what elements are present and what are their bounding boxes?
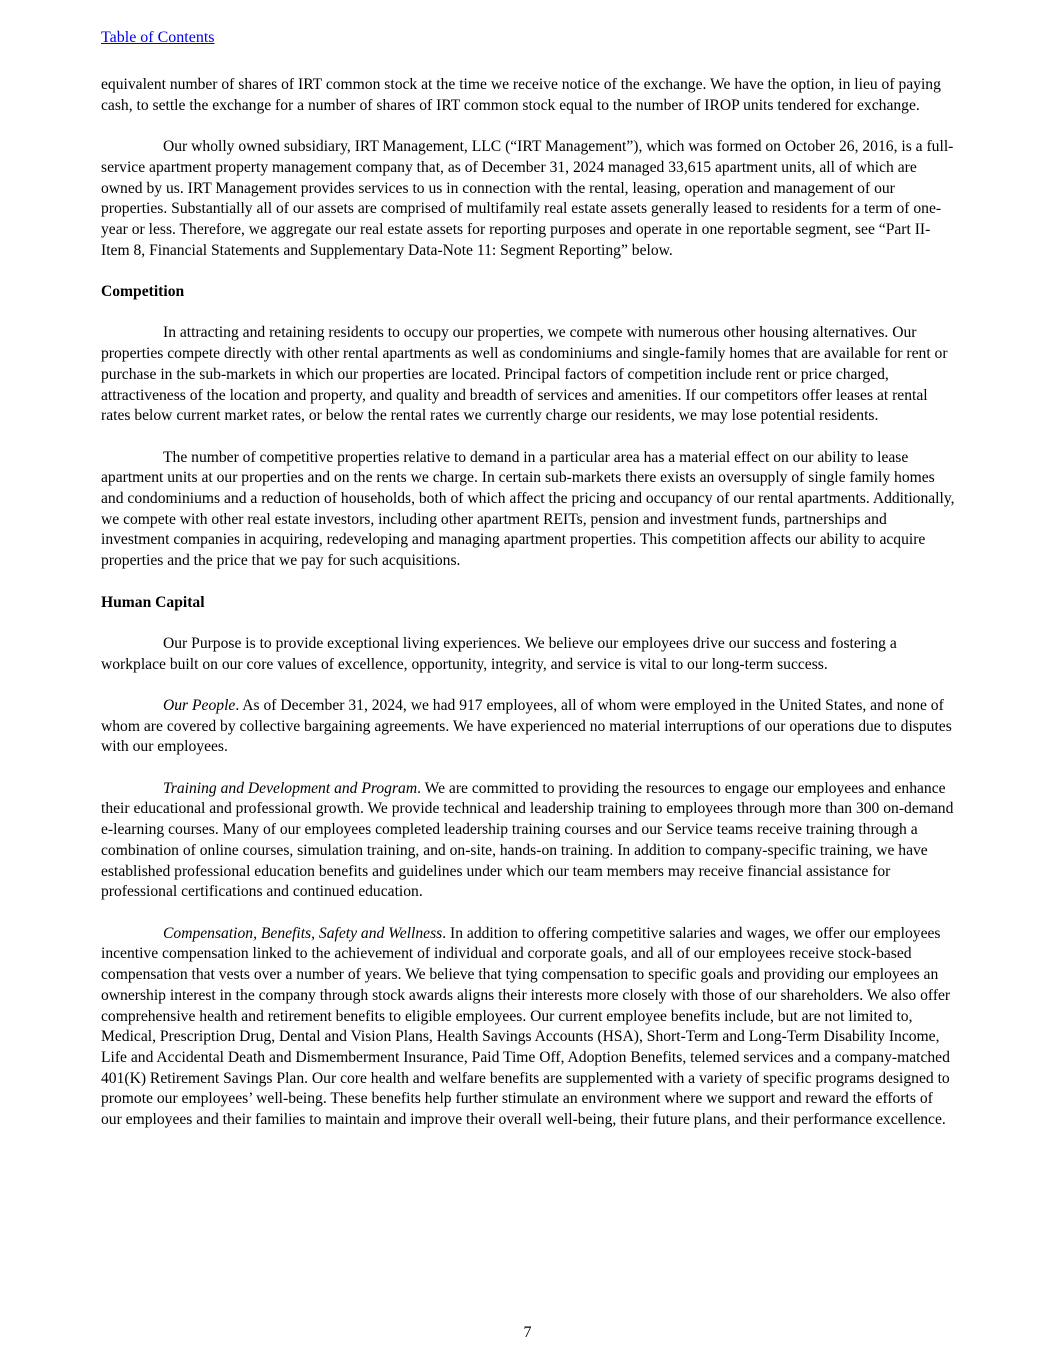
competition-heading: Competition [101, 283, 185, 300]
compensation-text: . In addition to offering competitive salaries and wages, we offer our employees incentive compensation linked to the achievement of individual and corporate goals, and all of our employees receive stock-based compensation that vests over a number of years. We believe that tying compensation to specific goals and providing our employees an ownership interest in the company through stock awards aligns their interests more closely with those of our shareholders. We also offer comprehensive health and retirement benefits to eligible employees. Our current employee benefits include, but are not limited to, Medical, Prescription Drug, Dental and Vision Plans, Health Savings Accounts (HSA), Short-Term and Long-Term Disability Income, Life and Accidental Death and Dismemberment Insurance, Paid Time Off, Adoption Benefits, telemed services and a company-matched 401(K) Retirement Savings Plan. Our core health and welfare benefits are supplemented with a variety of specific programs designed to promote our employees’ well-being. These benefits help further stimulate an environment where we support and reward the efforts of our employees and their families to maintain and improve their overall well-being, their future plans, and their performance excellence. [101, 924, 951, 1129]
table-of-contents-link[interactable]: Table of Contents [101, 29, 215, 46]
paragraph-competition-1: In attracting and retaining residents to occupy our properties, we compete with numerous other housing alternatives. Our properties compete directly with other rental apartments as well as condominiums and single-family homes that are available for rent or purchase in the sub-markets in which our properties are located. Principal factors of competition include rent or price charged, attractiveness of the location and property, and quality and breadth of services and amenities. If our competitors offer leases at rental rates below current market rates, or below the rental rates we currently charge our residents, we may lose potential residents. [101, 324, 948, 425]
paragraph-irt-management: Our wholly owned subsidiary, IRT Management, LLC (“IRT Management”), which was formed on October 26, 2016, is a full-service apartment property management company that, as of December 31, 2024 managed 33,615 apartment units, all of which are owned by us. IRT Management provides services to us in connection with the rental, leasing, operation and management of our properties. Substantially all of our assets are comprised of multifamily real estate assets generally leased to residents for a term of one-year or less. Therefore, we aggregate our real estate assets for reporting purposes and operate in one reportable segment, see “Part II-Item 8, Financial Statements and Supplementary Data-Note 11: Segment Reporting” below. [101, 138, 954, 259]
training-subheading: Training and Development and Program [163, 779, 418, 797]
our-people-text: . As of December 31, 2024, we had 917 employees, all of whom were employed in the United States, and none of whom are covered by collective bargaining agreements. We have experienced no material interruptions of our operations due to disputes with our employees. [101, 696, 952, 756]
paragraph-training [101, 779, 955, 903]
our-people-subheading: Our People [163, 696, 236, 714]
human-capital-heading: Human Capital [101, 593, 205, 611]
paragraph-competition-2: The number of competitive properties relative to demand in a particular area has a material effect on our ability to lease apartment units at our properties and on the rents we charge. In certain sub-markets there exists an oversupply of single family homes and condominiums and a reduction of households, both of which affect the pricing and occupancy of our rental apartments. Additionally, we compete with other real estate investors, including other apartment REITs, pension and investment funds, partnerships and investment companies in acquiring, redeveloping and managing apartment properties. This competition affects our ability to acquire properties and the price that we pay for such acquisitions. [101, 448, 955, 570]
compensation-subheading: Compensation, Benefits, Safety and Wellness [163, 924, 443, 942]
paragraph-compensation [101, 924, 955, 1131]
paragraph-exchange-continuation: equivalent number of shares of IRT common stock at the time we receive notice of the exchange. We have the option, in lieu of paying cash, to settle the exchange for a number of shares of IRT common stock equal to the number of IROP units tendered for exchange. [101, 76, 941, 114]
document-body [101, 75, 955, 1151]
paragraph-purpose: Our Purpose is to provide exceptional living experiences. We believe our employees drive our success and fostering a workplace built on our core values of excellence, opportunity, integrity, and service is vital to our long-term success. [101, 634, 897, 673]
training-text: . We are committed to providing the resources to engage our employees and enhance their educational and professional growth. We provide technical and leadership training to employees through more than 300 on-demand e-learning courses. Many of our employees completed leadership training courses and our Service teams receive training through a combination of online courses, simulation training, and on-site, hands-on training. In addition to company-specific training, we have established professional education benefits and guidelines under which our team members may receive financial assistance for professional certifications and continued education. [101, 779, 954, 901]
page-number: 7 [523, 1324, 532, 1341]
paragraph-our-people [101, 696, 955, 758]
